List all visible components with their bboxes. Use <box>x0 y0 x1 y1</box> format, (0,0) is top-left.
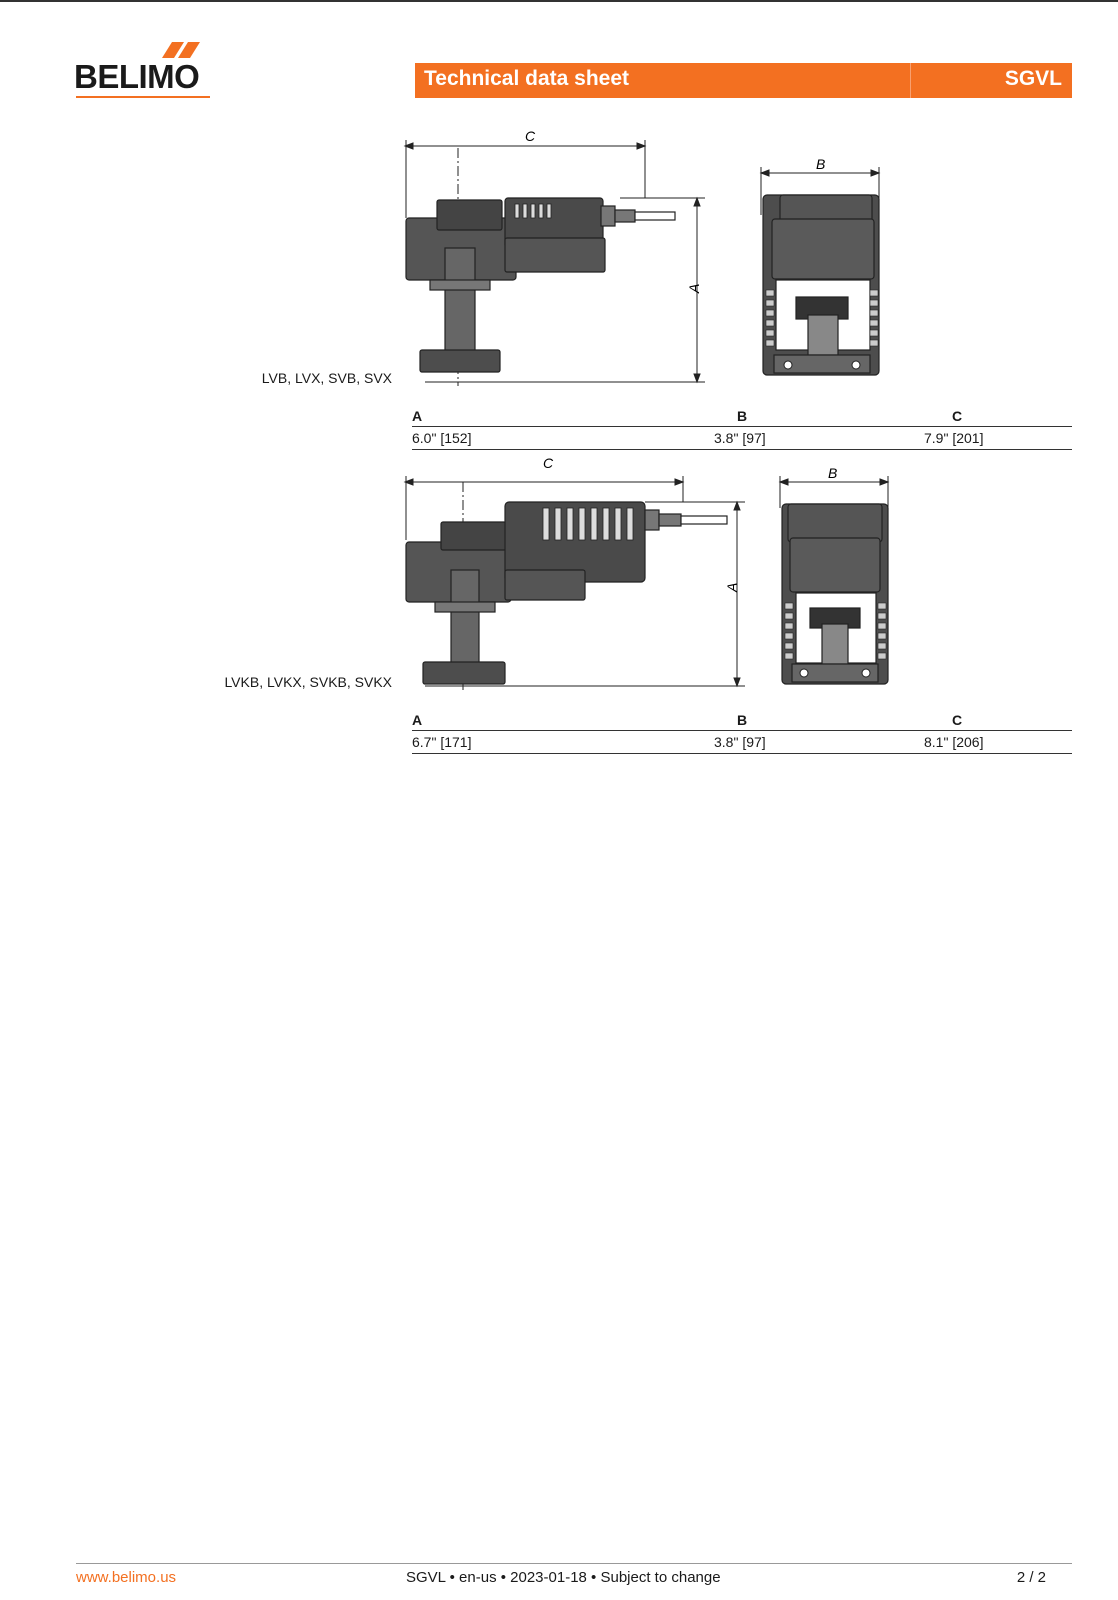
logo-mark-icon <box>162 42 206 58</box>
logo-text: BELIMO <box>74 58 200 95</box>
dim-b-label-2: B <box>828 465 838 481</box>
drawing-side-view-1 <box>405 128 715 388</box>
dim-value-a: 6.0" [152] <box>412 430 472 446</box>
dim-a-label-2: A <box>724 582 740 592</box>
table-rule <box>412 426 1072 427</box>
table-rule <box>412 753 1072 754</box>
dim-header-b: B <box>737 712 748 728</box>
model-label-2: LVKB, LVKX, SVKB, SVKX <box>224 674 392 690</box>
dim-c-label-1: C <box>525 128 536 144</box>
dim-header-a: A <box>412 408 423 424</box>
dim-value-b: 3.8" [97] <box>714 734 766 750</box>
model-label-1: LVB, LVX, SVB, SVX <box>261 370 392 386</box>
drawing-front-view-1 <box>758 155 888 385</box>
top-border <box>0 0 1118 2</box>
dim-b-label-1: B <box>816 156 826 172</box>
banner-divider <box>910 63 911 98</box>
dim-value-c: 8.1" [206] <box>924 734 984 750</box>
header-banner <box>415 63 1072 98</box>
table-rule <box>412 449 1072 450</box>
page-number: 2 / 2 <box>1016 1569 1046 1586</box>
logo-underline <box>76 96 210 98</box>
dim-value-a: 6.7" [171] <box>412 734 472 750</box>
belimo-logo <box>74 42 214 100</box>
dim-c-label-2: C <box>543 455 554 471</box>
drawing-side-view-2 <box>405 455 745 695</box>
footer-rule <box>76 1563 1072 1564</box>
dim-header-c: C <box>952 408 963 424</box>
drawing-front-view-2 <box>778 465 893 693</box>
dim-header-b: B <box>737 408 748 424</box>
dim-header-a: A <box>412 712 423 728</box>
dim-value-c: 7.9" [201] <box>924 430 984 446</box>
product-code: SGVL <box>1004 67 1062 90</box>
footer-doc-info: SGVL • en-us • 2023-01-18 • Subject to change <box>406 1569 721 1586</box>
banner-title: Technical data sheet <box>424 67 630 90</box>
dim-header-c: C <box>952 712 963 728</box>
table-rule <box>412 730 1072 731</box>
dim-value-b: 3.8" [97] <box>714 430 766 446</box>
dim-a-label-1: A <box>686 283 702 293</box>
footer-website-link[interactable]: www.belimo.us <box>76 1569 177 1586</box>
